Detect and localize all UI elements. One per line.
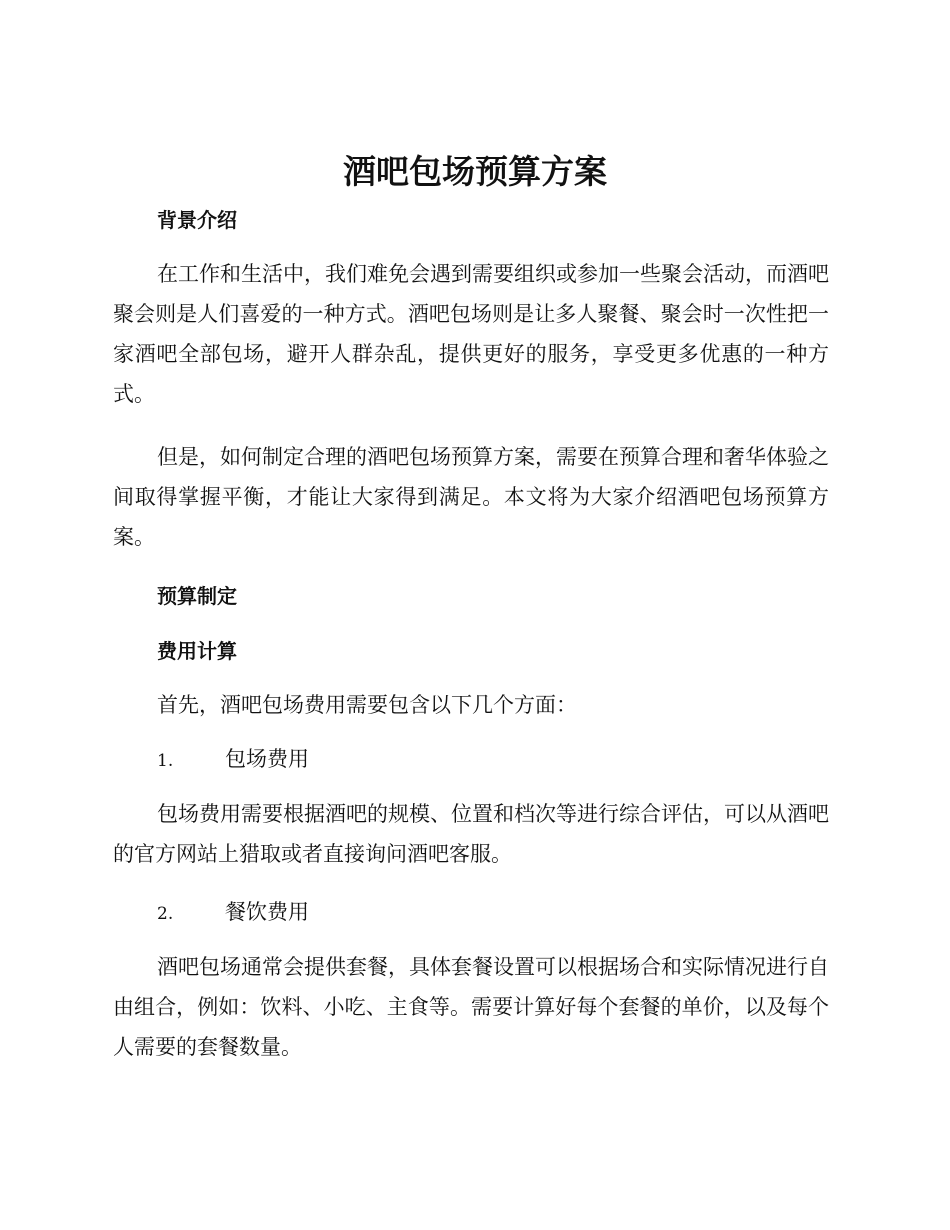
list-item-2	[157, 896, 309, 930]
list-item-1-description: 包场费用需要根据酒吧的规模、位置和档次等进行综合评估，可以从酒吧的官方网站上猎取或者直接询问酒吧客服。	[113, 802, 829, 866]
section-heading-background: 背景介绍	[157, 208, 237, 232]
list-item-2-description: 酒吧包场通常会提供套餐，具体套餐设置可以根据场合和实际情况进行自由组合，例如：饮料、小吃、主食等。需要计算好每个套餐的单价，以及每个人需要的套餐数量。	[113, 955, 829, 1059]
paragraph-background-1: 在工作和生活中，我们难免会遇到需要组织或参加一些聚会活动，而酒吧聚会则是人们喜爱的一种方式。酒吧包场则是让多人聚餐、聚会时一次性把一家酒吧全部包场，避开人群杂乱，提供更好的服务，享受更多优惠的一种方式。	[113, 262, 829, 406]
list-item-1	[157, 743, 309, 777]
list-item-2-number: 2.	[157, 904, 174, 924]
list-item-2-label: 餐饮费用	[225, 900, 309, 924]
cost-intro-text: 首先，酒吧包场费用需要包含以下几个方面：	[157, 693, 577, 717]
list-item-1-label: 包场费用	[225, 747, 309, 771]
list-item-1-number: 1.	[157, 751, 174, 771]
paragraph-background-2: 但是，如何制定合理的酒吧包场预算方案，需要在预算合理和奢华体验之间取得掌握平衡，才能让大家得到满足。本文将为大家介绍酒吧包场预算方案。	[113, 445, 829, 549]
section-heading-cost: 费用计算	[157, 639, 237, 663]
section-heading-budget: 预算制定	[157, 584, 237, 608]
document-title: 酒吧包场预算方案	[343, 152, 607, 191]
